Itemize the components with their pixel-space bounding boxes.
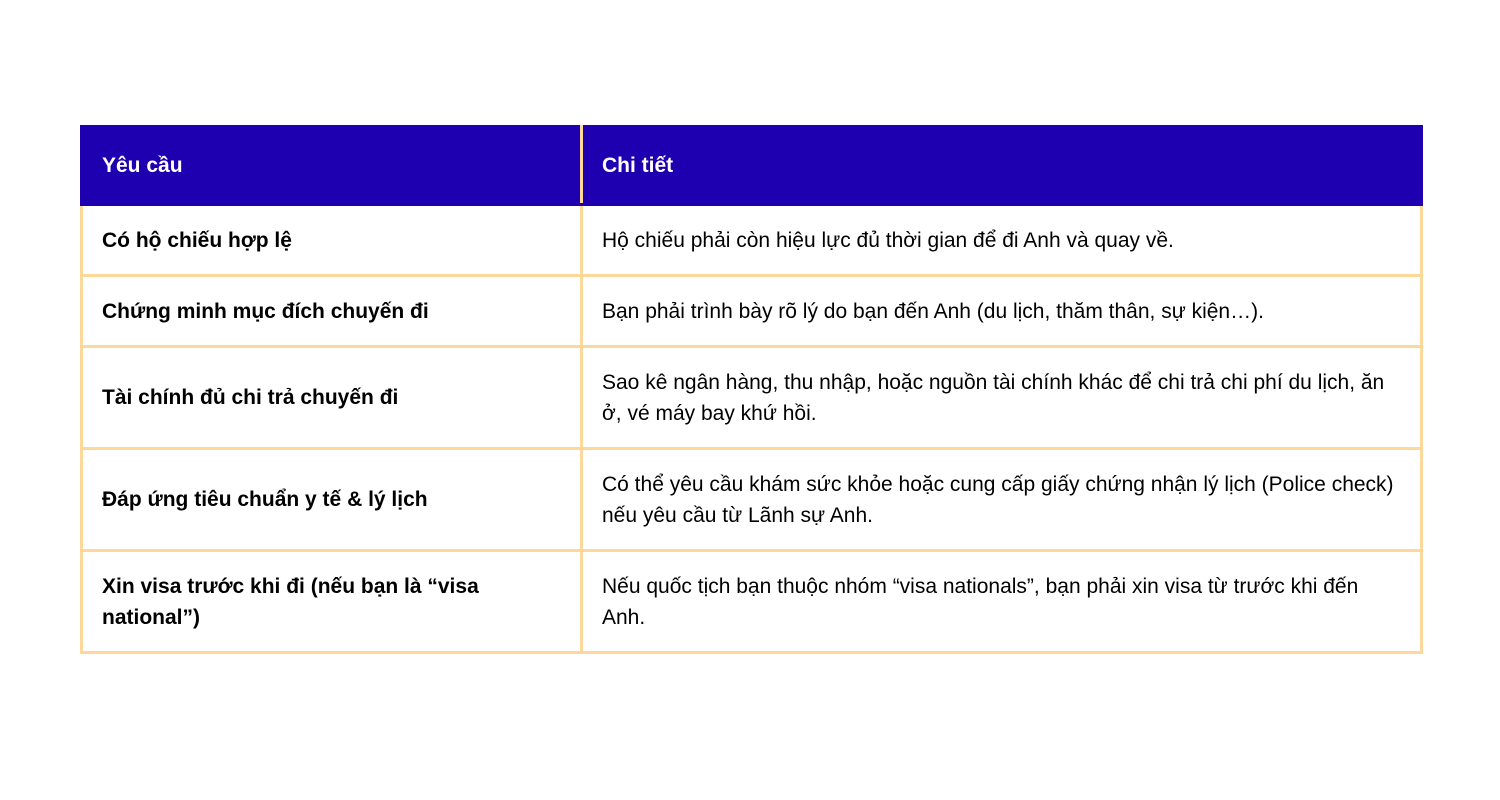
requirements-table (80, 125, 1423, 654)
header-row (82, 127, 1422, 205)
requirement-cell: Tài chính đủ chi trả chuyến đi (82, 347, 582, 449)
detail-cell: Sao kê ngân hàng, thu nhập, hoặc nguồn tài chính khác để chi trả chi phí du lịch, ăn ở, vé máy bay khứ hồi. (582, 347, 1422, 449)
detail-cell: Có thể yêu cầu khám sức khỏe hoặc cung cấp giấy chứng nhận lý lịch (Police check) nếu yêu cầu từ Lãnh sự Anh. (582, 449, 1422, 551)
detail-cell: Bạn phải trình bày rõ lý do bạn đến Anh (du lịch, thăm thân, sự kiện…). (582, 276, 1422, 347)
table-row (82, 276, 1422, 347)
detail-cell: Hộ chiếu phải còn hiệu lực đủ thời gian để đi Anh và quay về. (582, 205, 1422, 276)
requirement-cell: Đáp ứng tiêu chuẩn y tế & lý lịch (82, 449, 582, 551)
table-row (82, 449, 1422, 551)
requirement-cell: Xin visa trước khi đi (nếu bạn là “visa national”) (82, 551, 582, 653)
table-header (82, 127, 1422, 205)
header-detail: Chi tiết (582, 127, 1422, 205)
table-row (82, 205, 1422, 276)
requirement-cell: Có hộ chiếu hợp lệ (82, 205, 582, 276)
requirement-cell: Chứng minh mục đích chuyến đi (82, 276, 582, 347)
table-body (82, 205, 1422, 653)
table-row (82, 551, 1422, 653)
table-row (82, 347, 1422, 449)
header-requirement: Yêu cầu (82, 127, 582, 205)
detail-cell: Nếu quốc tịch bạn thuộc nhóm “visa nationals”, bạn phải xin visa từ trước khi đến Anh. (582, 551, 1422, 653)
